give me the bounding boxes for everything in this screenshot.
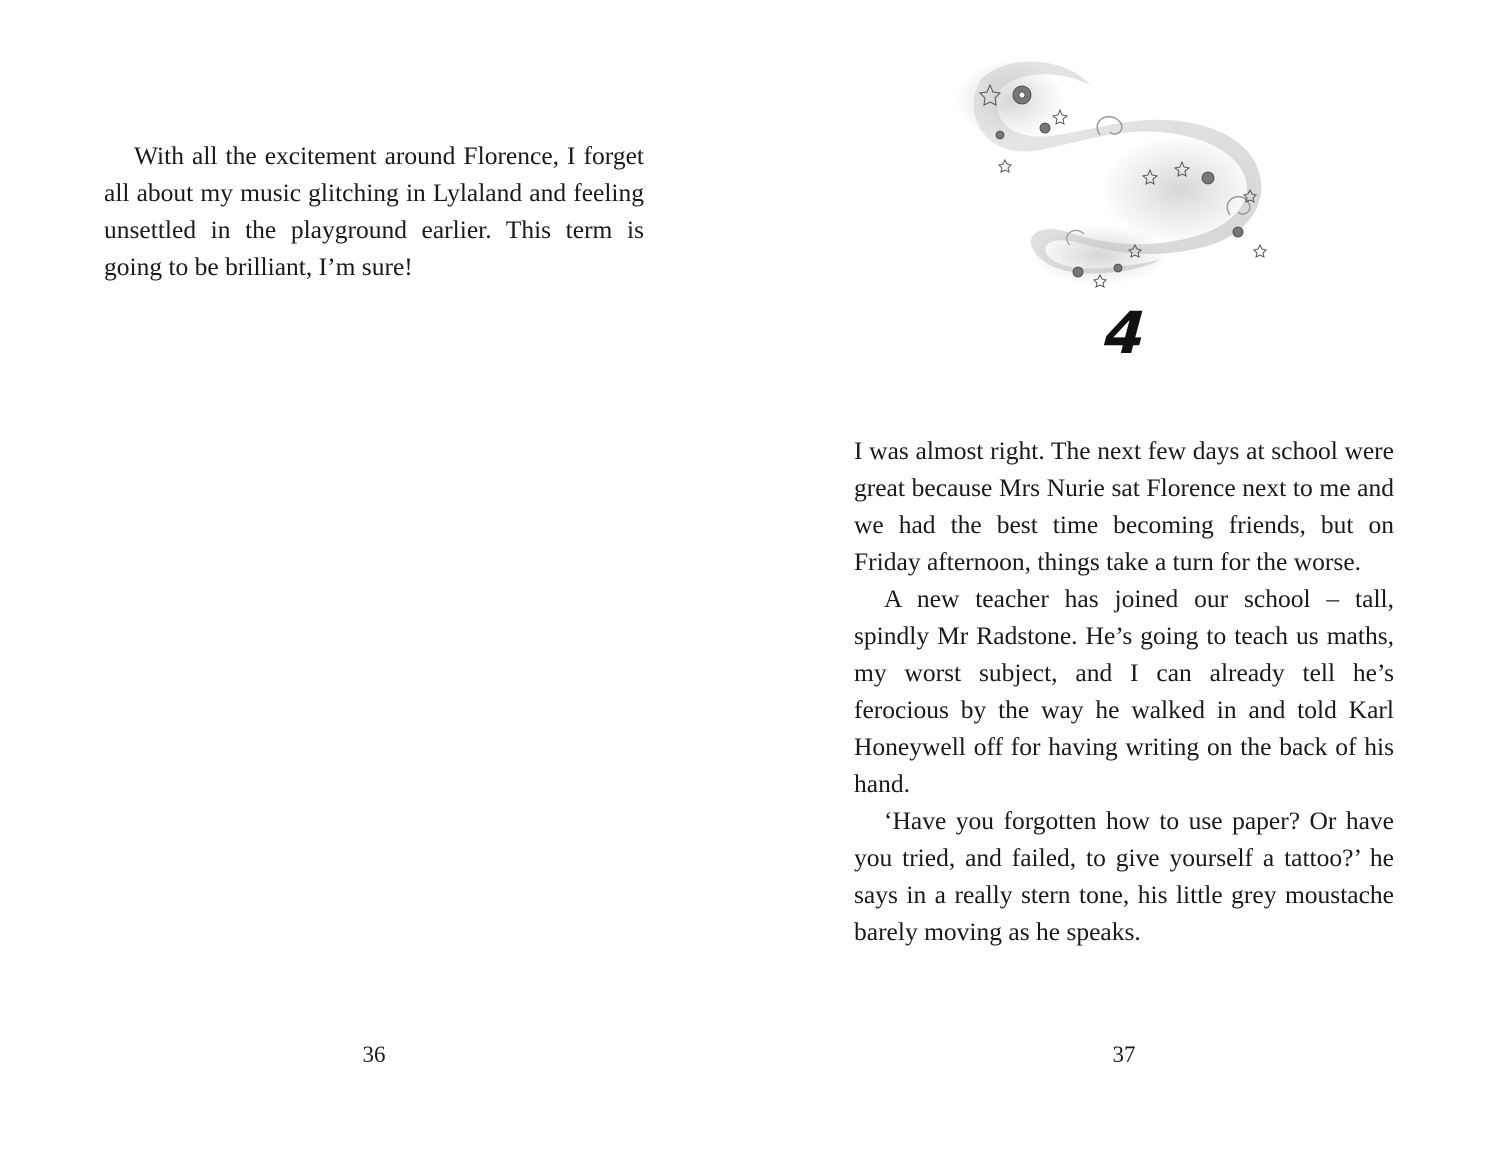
- right-page: [750, 0, 1500, 1151]
- page-number-right: 37: [1112, 1042, 1136, 1067]
- chapter-number: 4: [1102, 299, 1148, 367]
- left-page-text: [104, 137, 644, 285]
- right-paragraph-1: I was almost right. The next few days at school were great because Mrs Nurie sat Florence next to me and we had the best time becoming friends, but on Friday afternoon, things take a turn for the worse.: [854, 436, 1394, 576]
- page-number-left: 36: [362, 1042, 386, 1067]
- right-paragraph-2: A new teacher has joined our school – tall, spindly Mr Radstone. He’s going to teach us maths, my worst subject, and I can already tell he’s ferocious by the way he walked in and told Karl Honeywell off for having writing on the back of his hand.: [854, 584, 1394, 798]
- swirl-stars-flowers-icon: [950, 40, 1290, 310]
- left-paragraph-1: With all the excitement around Florence, I forget all about my music glitching in Lylaland and feeling unsettled in the playground earlier. This term is going to be brilliant, I’m sure!: [104, 141, 644, 281]
- right-paragraph-3: ‘Have you forgotten how to use paper? Or have you tried, and failed, to give yourself a tattoo?’ he says in a really stern tone, his little grey moustache barely moving as he speaks.: [854, 806, 1394, 946]
- right-page-text: [854, 432, 1394, 950]
